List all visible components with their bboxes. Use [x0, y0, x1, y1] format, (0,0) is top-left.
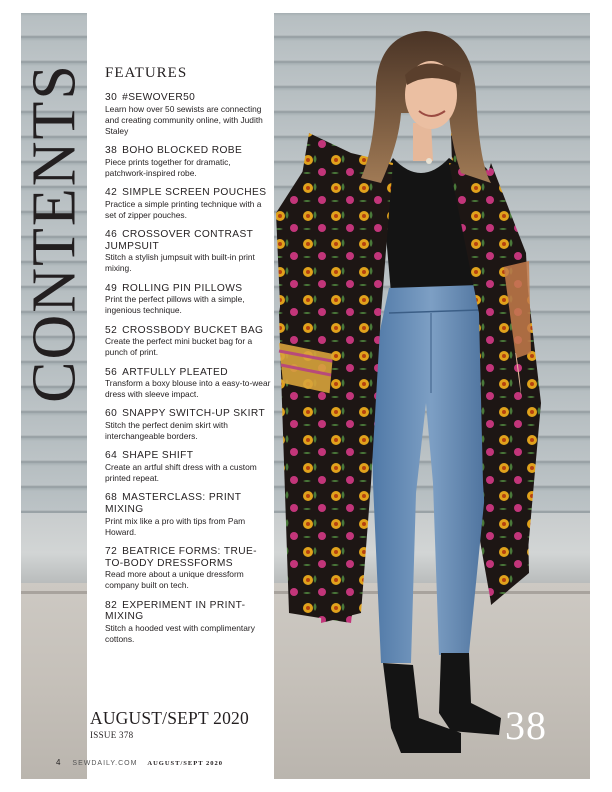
toc-item-description: Create an artful shift dress with a custom printed repeat.: [105, 462, 257, 484]
toc-item-title: [105, 229, 273, 252]
toc-item-description: Stitch the perfect denim skirt with interchangeable borders.: [105, 420, 228, 442]
toc-item-page: 60: [105, 408, 118, 420]
toc-item-heading: BOHO BLOCKED ROBE: [122, 144, 243, 156]
toc-item-description: Practice a simple printing technique with a set of zipper pouches.: [105, 198, 262, 220]
toc-item-page: 38: [105, 144, 118, 156]
toc-item-heading: CROSSOVER CONTRAST JUMPSUIT: [105, 228, 254, 252]
toc-item-title: [105, 367, 273, 379]
toc-item-page: 56: [105, 366, 118, 378]
toc-item-heading: SHAPE SHIFT: [122, 450, 194, 462]
toc-item-page: 30: [105, 92, 118, 103]
toc-item-description: Read more about a unique dressform company built on tech.: [105, 569, 244, 591]
toc-item-title: [105, 325, 273, 337]
cover-story-page-number: 38: [505, 703, 547, 748]
toc-item-heading: SNAPPY SWITCH-UP SKIRT: [122, 408, 266, 420]
toc-item[interactable]: [105, 450, 273, 484]
toc-item-heading: CROSSBODY BUCKET BAG: [122, 324, 264, 336]
toc-item-heading: ARTFULLY PLEATED: [122, 366, 228, 378]
toc-item[interactable]: [105, 229, 273, 274]
toc-item-title: [105, 283, 273, 295]
toc-item-description: Print the perfect pillows with a simple, ingenious technique.: [105, 294, 245, 316]
toc-item-title: [105, 408, 273, 420]
toc-item[interactable]: [105, 145, 273, 179]
toc-item[interactable]: [105, 546, 273, 591]
toc-item-description: Piece prints together for dramatic, patchwork-inspired robe.: [105, 156, 231, 178]
contents-vertical-title: CONTENTS: [20, 63, 89, 403]
toc-item-heading: ROLLING PIN PILLOWS: [122, 282, 243, 294]
footer-page-number: 4: [56, 758, 61, 767]
toc-item-heading: BEATRICE FORMS: TRUE-TO-BODY DRESSFORMS: [105, 546, 257, 569]
toc-item-page: 72: [105, 546, 118, 558]
issue-date: AUGUST/SEPT 2020: [90, 708, 249, 728]
toc-item-page: 52: [105, 324, 118, 336]
toc-item-title: [105, 92, 273, 104]
toc-item[interactable]: [105, 92, 273, 137]
toc-item-heading: EXPERIMENT IN PRINT-MIXING: [105, 599, 246, 623]
toc-item[interactable]: [105, 367, 273, 401]
toc-item-page: 68: [105, 492, 118, 504]
toc-item-page: 64: [105, 450, 118, 462]
toc-item-title: [105, 600, 273, 623]
toc-item[interactable]: [105, 187, 273, 221]
toc-item-description: Stitch a stylish jumpsuit with built-in print mixing.: [105, 252, 255, 274]
toc-item-title: [105, 546, 273, 569]
toc-item-page: 46: [105, 228, 118, 240]
toc-item[interactable]: [105, 325, 273, 359]
toc-item[interactable]: [105, 408, 273, 442]
features-list: [105, 92, 273, 653]
toc-item-heading: #SEWOVER50: [122, 92, 196, 103]
footer-site[interactable]: SEWDAILY.COM: [72, 760, 138, 767]
toc-item-heading: SIMPLE SCREEN POUCHES: [122, 186, 267, 198]
toc-item-heading: MASTERCLASS: PRINT MIXING: [105, 492, 242, 516]
features-heading: FEATURES: [105, 65, 188, 81]
toc-item-page: 49: [105, 282, 118, 294]
toc-item-description: Print mix like a pro with tips from Pam Howard.: [105, 515, 246, 537]
toc-item-title: [105, 492, 273, 515]
toc-item-page: 82: [105, 599, 118, 611]
toc-item-title: [105, 450, 273, 462]
toc-item[interactable]: [105, 600, 273, 645]
page-footer: [56, 758, 223, 767]
toc-item-description: Transform a boxy blouse into a easy-to-wear dress with sleeve impact.: [105, 378, 271, 400]
toc-item[interactable]: [105, 283, 273, 317]
toc-item-page: 42: [105, 186, 118, 198]
footer-issue: AUGUST/SEPT 2020: [147, 760, 224, 767]
toc-item-title: [105, 145, 273, 157]
toc-item-description: Stitch a hooded vest with complimentary cottons.: [105, 622, 255, 644]
toc-item-title: [105, 187, 273, 199]
toc-item[interactable]: [105, 492, 273, 537]
issue-number: ISSUE 378: [90, 730, 134, 740]
toc-item-description: Create the perfect mini bucket bag for a punch of print.: [105, 336, 253, 358]
toc-item-description: Learn how over 50 sewists are connecting and creating community online, with Judith Staley: [105, 103, 263, 136]
